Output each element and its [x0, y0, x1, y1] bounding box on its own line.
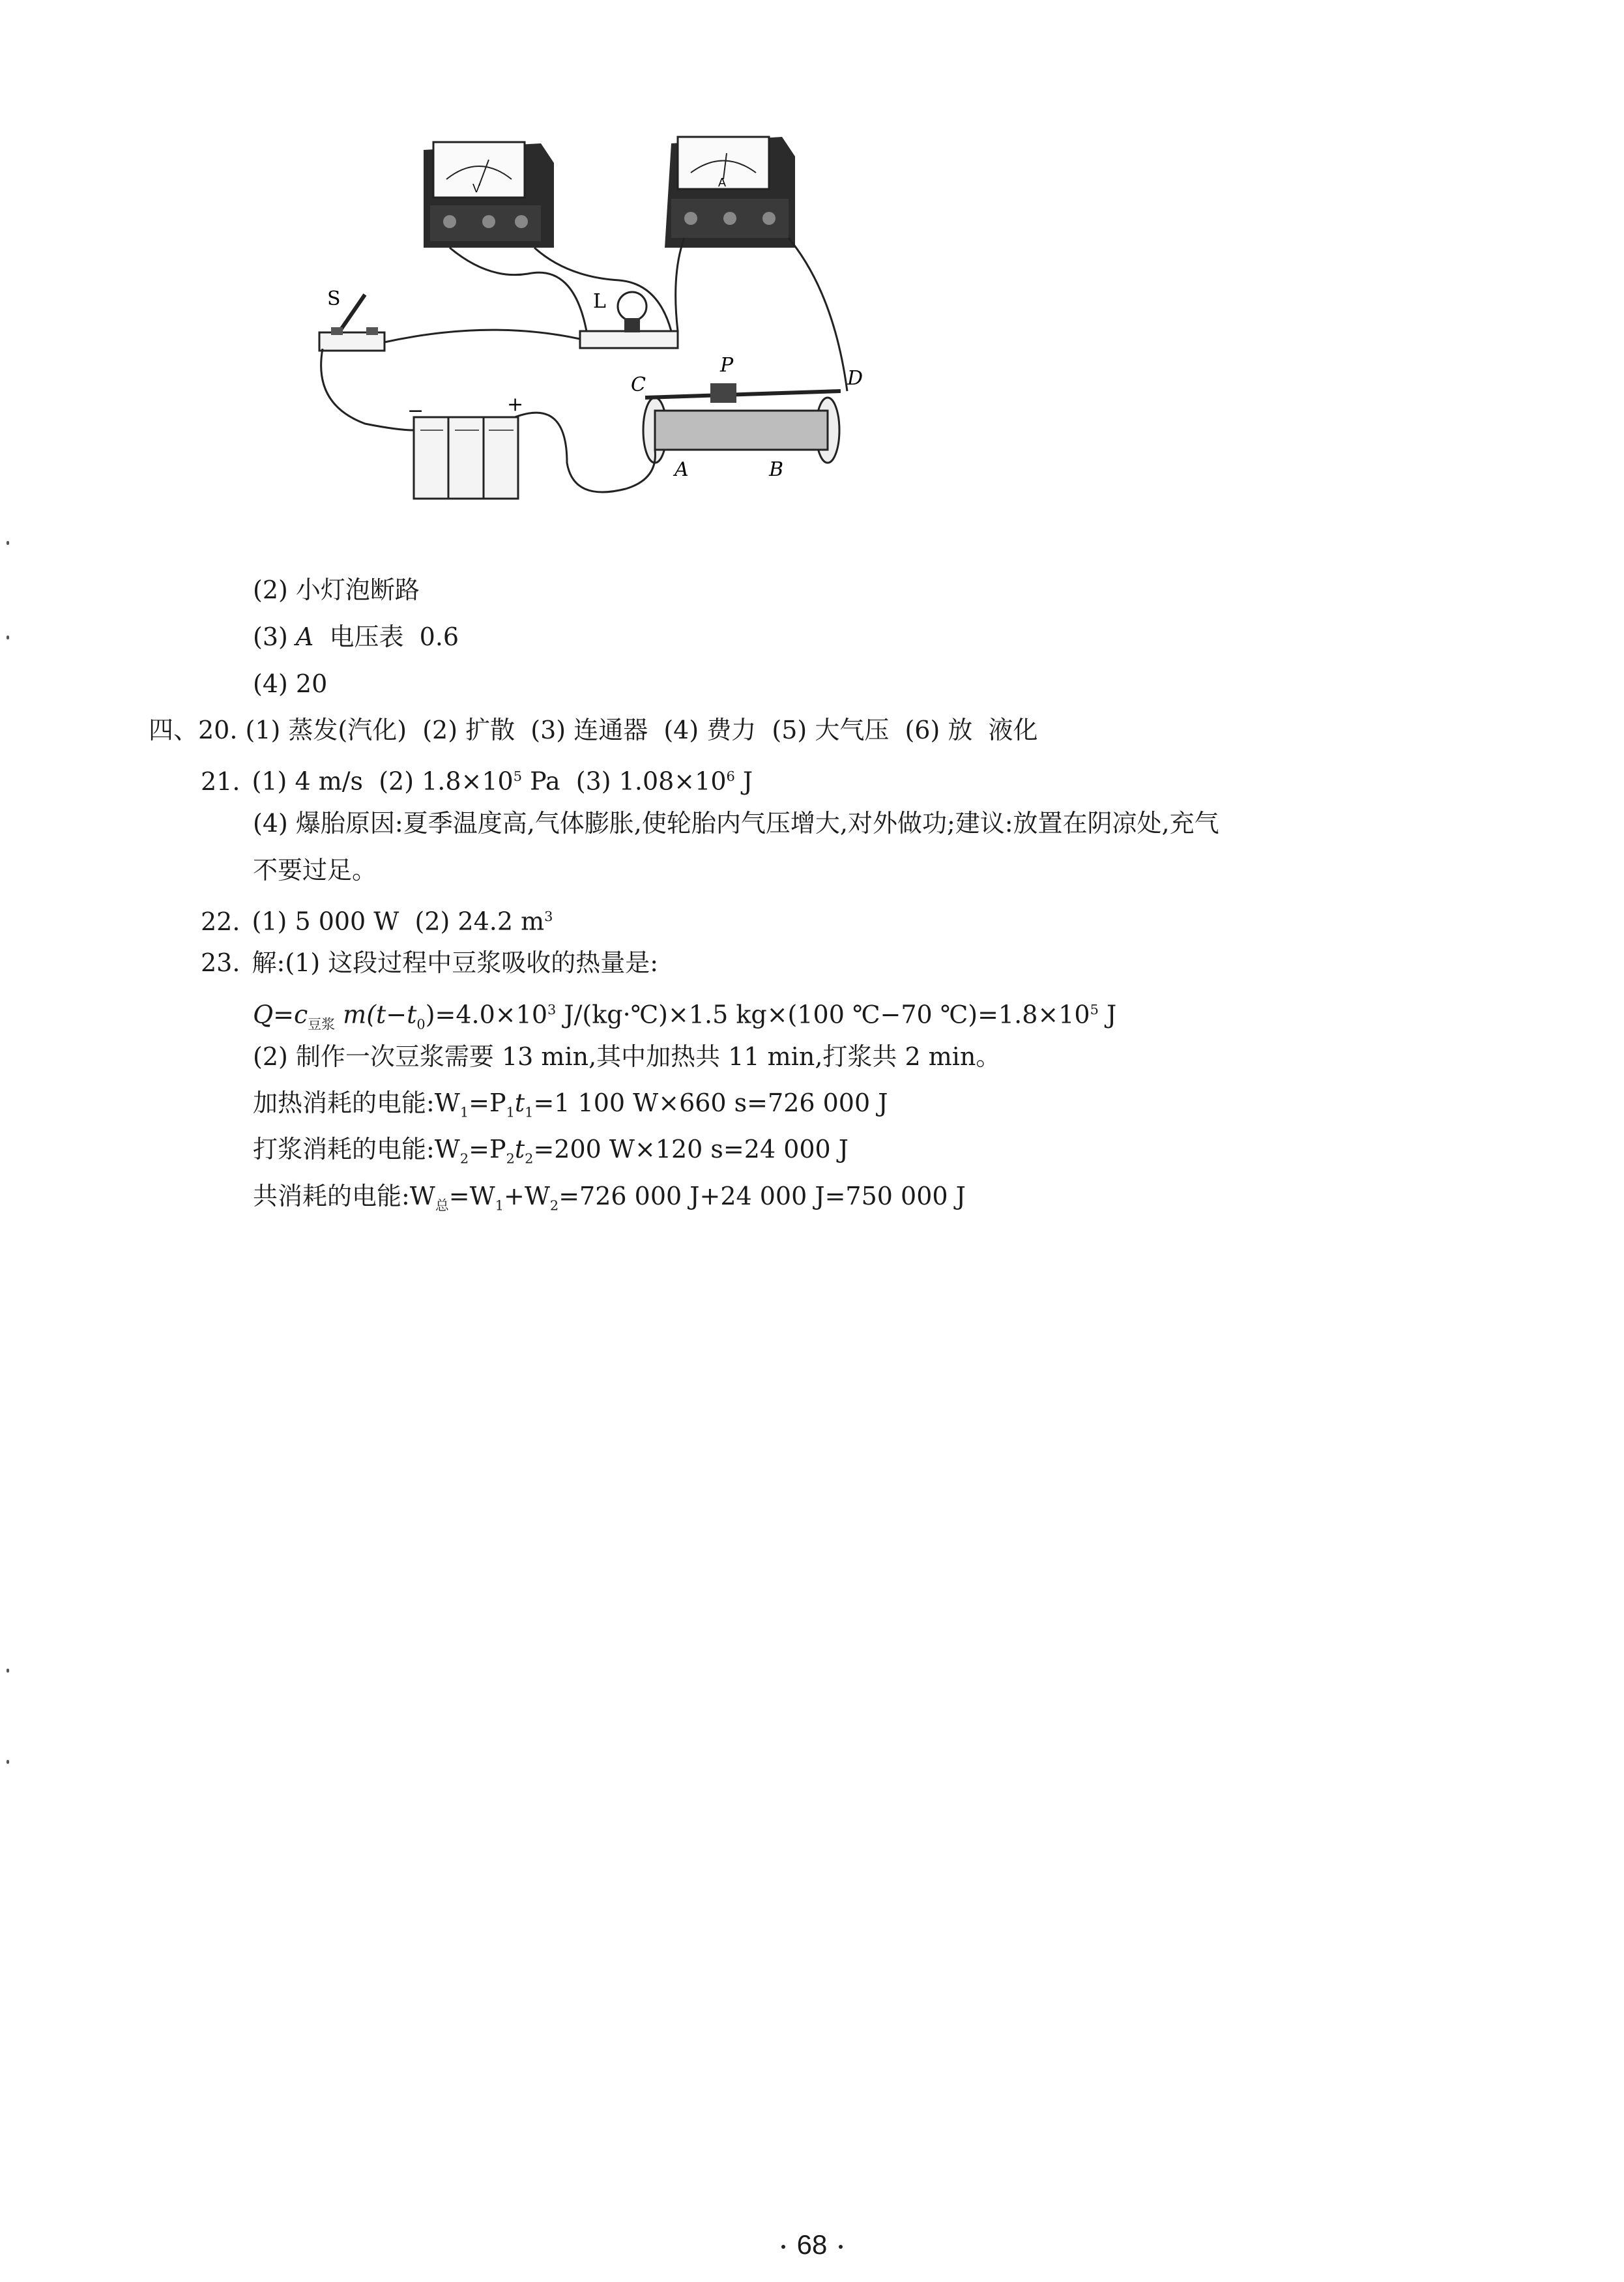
slider-p-label: P — [720, 354, 734, 377]
ammeter-icon — [665, 137, 795, 248]
answer-23-2: (2) 制作一次豆浆需要 13 min,其中加热共 11 min,打浆共 2 min。 — [253, 1042, 1001, 1071]
battery-minus-label: − — [407, 400, 424, 422]
scan-speck — [7, 1669, 9, 1673]
voltmeter-icon — [424, 142, 554, 248]
terminal-c-label: C — [631, 373, 646, 396]
answer-19-3: (3) A 电压表 0.6 — [253, 622, 459, 651]
answer-23-heat: 加热消耗的电能$:W_1=P_1t_1=1$ 100 W×660 s=726 000 J — [253, 1089, 888, 1120]
terminal-d-label: D — [847, 367, 863, 390]
answer-23-total: 共消耗的电能$:W_总=W_1+W_2=726$ 000 J+24 000 J=750 000 J — [253, 1182, 966, 1214]
battery-plus-label: + — [507, 393, 524, 416]
ammeter-label: A — [718, 176, 727, 189]
terminal-b-label: B — [769, 458, 784, 481]
answer-19-2: (2) 小灯泡断路 — [253, 576, 420, 604]
page-number: 68 — [796, 2229, 828, 2260]
answer-21-4-line1: (4) 爆胎原因:夏季温度高,气体膨胀,使轮胎内气压增大,对外做功;建议:放置在阴凉处,充气 — [253, 809, 1219, 838]
answer-22: 22. (1) 5 000 W (2) 24.2 $m^3$ — [201, 907, 553, 936]
answer-23-formula: $Q=c_{豆浆}$ $m(t-t_0)=4.0\times 10^3$ J/(kg·℃)×1.5 kg×(100 ℃−70 $℃)=1.8\times 10^5$ J — [253, 1000, 1117, 1032]
voltmeter-label: V — [472, 182, 481, 195]
scan-speck — [7, 1760, 9, 1764]
scan-speck — [7, 636, 9, 639]
page-number-footer — [0, 2229, 1624, 2260]
answer-23-blend: 打浆消耗的电能$:W_2=P_2t_2=200$ W×120 s=24 000 J — [253, 1135, 849, 1167]
answer-21-4-line2: 不要过足。 — [253, 856, 377, 885]
bullet-dot — [839, 2245, 843, 2249]
lamp-label: L — [593, 290, 606, 313]
answer-19-4: (4) 20 — [253, 669, 328, 698]
circuit-diagram — [293, 124, 880, 515]
answer-21: 21. (1) 4 m/s (2) $1.8\times 10^5$ Pa (3) $1.08\times 10^6$ J — [201, 767, 753, 796]
terminal-a-label: A — [674, 458, 689, 481]
wires — [321, 238, 847, 492]
bullet-dot — [781, 2245, 785, 2249]
rheostat-icon — [643, 383, 841, 463]
switch-label: S — [327, 287, 341, 310]
scan-speck — [7, 541, 9, 545]
battery-icon — [414, 417, 518, 499]
answer-20: 四、20. (1) 蒸发(汽化) (2) 扩散 (3) 连通器 (4) 费力 (5) 大气压 (6) 放 液化 — [149, 716, 1038, 744]
answer-23-intro: 23. 解:(1) 这段过程中豆浆吸收的热量是: — [201, 948, 659, 977]
